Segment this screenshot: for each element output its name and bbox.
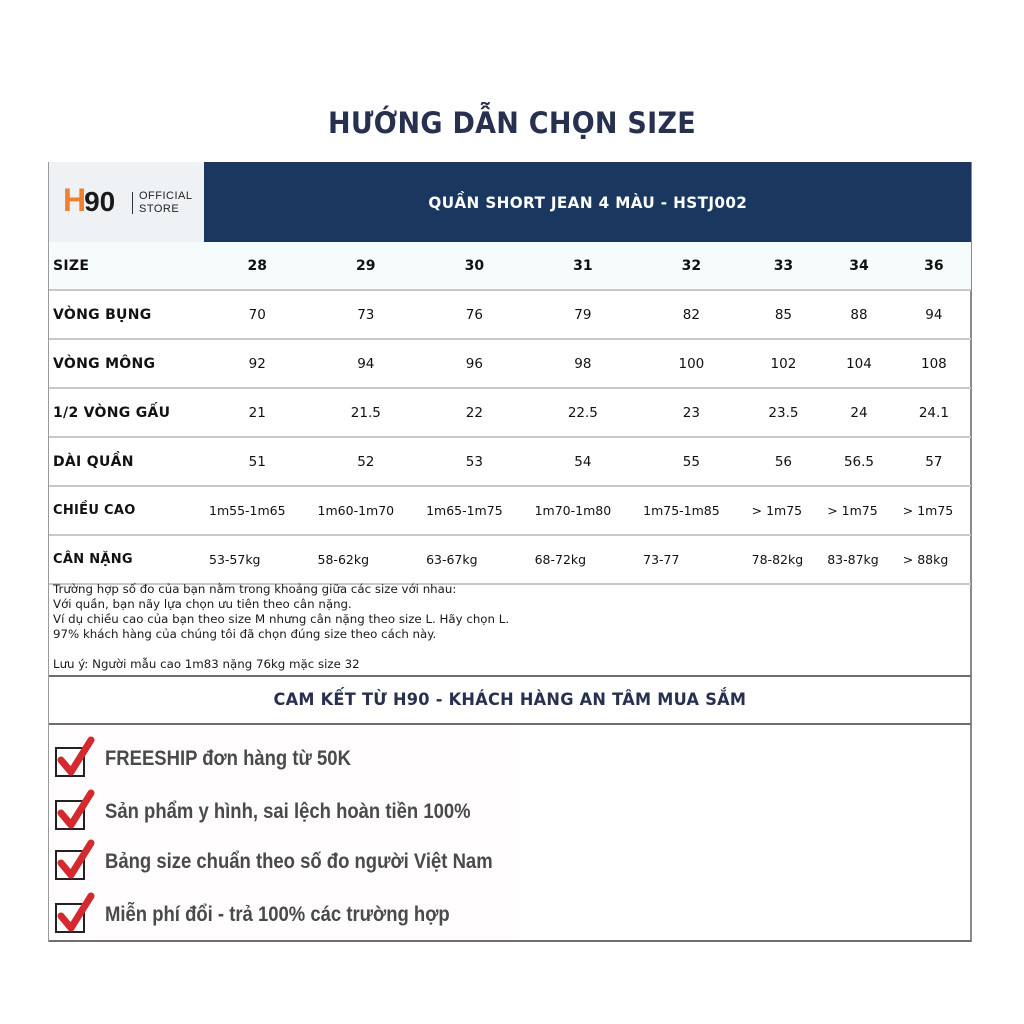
row-label: VÒNG BỤNG xyxy=(49,290,203,339)
table-cell: > 88kg xyxy=(897,535,971,584)
note-line: Với quần, bạn nãy lựa chọn ưu tiên theo cân nặng. xyxy=(53,597,352,611)
commitment-item xyxy=(55,840,545,874)
table-cell: 1m55-1m65 xyxy=(203,486,312,535)
table-cell: 1m60-1m70 xyxy=(312,486,421,535)
size-cell: 34 xyxy=(821,242,897,290)
table-cell: 21 xyxy=(203,388,312,437)
table-cell: 57 xyxy=(897,437,971,486)
table-row-size xyxy=(49,242,971,290)
table-cell: 70 xyxy=(203,290,312,339)
table-cell: 22.5 xyxy=(529,388,638,437)
row-label: VÒNG MÔNG xyxy=(49,339,203,388)
table-cell: 100 xyxy=(637,339,746,388)
size-cell: 28 xyxy=(203,242,312,290)
table-cell: 24.1 xyxy=(897,388,971,437)
table-cell: 21.5 xyxy=(312,388,421,437)
logo-text xyxy=(139,190,193,216)
table-row-hip xyxy=(49,339,971,388)
logo-line-store: STORE xyxy=(139,203,180,215)
commitment-header xyxy=(49,677,971,725)
table-cell: 53 xyxy=(420,437,529,486)
size-cell: 29 xyxy=(312,242,421,290)
size-guide-panel xyxy=(48,162,972,942)
table-cell: 23 xyxy=(637,388,746,437)
table-cell: > 1m75 xyxy=(746,486,822,535)
model-note: Lưu ý: Người mẫu cao 1m83 nặng 76kg mặc size 32 xyxy=(53,657,360,671)
h90-logo-mark xyxy=(63,184,115,216)
commitment-item xyxy=(55,893,497,927)
commitment-text: FREESHIP đơn hàng từ 50K xyxy=(105,747,351,770)
table-cell: 22 xyxy=(420,388,529,437)
table-cell: 51 xyxy=(203,437,312,486)
table-cell: 79 xyxy=(529,290,638,339)
table-cell: > 1m75 xyxy=(821,486,897,535)
table-row-hem xyxy=(49,388,971,437)
commitment-item xyxy=(55,790,520,824)
row-label: CHIỀU CAO xyxy=(49,486,203,535)
header-band xyxy=(49,162,971,242)
table-cell: 68-72kg xyxy=(529,535,638,584)
checkbox-checked-icon xyxy=(55,894,87,926)
table-cell: 58-62kg xyxy=(312,535,421,584)
table-cell: 55 xyxy=(637,437,746,486)
table-cell: 94 xyxy=(897,290,971,339)
table-cell: 94 xyxy=(312,339,421,388)
row-label: CÂN NẶNG xyxy=(49,535,203,584)
note-line: Ví dụ chiều cao của bạn theo size M nhưng cân nặng theo size L. Hãy chọn L. xyxy=(53,612,510,626)
table-cell: 78-82kg xyxy=(746,535,822,584)
checkbox-checked-icon xyxy=(55,738,87,770)
size-table xyxy=(49,242,971,585)
checkbox-checked-icon xyxy=(55,791,87,823)
table-cell: 1m70-1m80 xyxy=(529,486,638,535)
size-cell: 32 xyxy=(637,242,746,290)
table-row-length xyxy=(49,437,971,486)
table-cell: 23.5 xyxy=(746,388,822,437)
logo-line-official: OFFICIAL xyxy=(139,190,193,202)
size-cell: 30 xyxy=(420,242,529,290)
logo-divider xyxy=(132,192,133,214)
size-notes xyxy=(49,575,971,677)
table-cell: 56 xyxy=(746,437,822,486)
size-cell: 33 xyxy=(746,242,822,290)
brand-logo xyxy=(49,162,204,242)
product-title-band xyxy=(204,162,971,242)
table-cell: 56.5 xyxy=(821,437,897,486)
table-cell: 96 xyxy=(420,339,529,388)
size-cell: 36 xyxy=(897,242,971,290)
row-label: 1/2 VÒNG GẤU xyxy=(49,388,203,437)
table-cell: 73 xyxy=(312,290,421,339)
table-cell: 1m75-1m85 xyxy=(637,486,746,535)
table-cell: > 1m75 xyxy=(897,486,971,535)
table-cell: 63-67kg xyxy=(420,535,529,584)
table-cell: 24 xyxy=(821,388,897,437)
bottom-rule xyxy=(49,940,971,942)
table-cell: 108 xyxy=(897,339,971,388)
table-cell: 92 xyxy=(203,339,312,388)
size-cell: 31 xyxy=(529,242,638,290)
table-row-height xyxy=(49,486,971,535)
table-cell: 53-57kg xyxy=(203,535,312,584)
row-label: SIZE xyxy=(49,242,203,290)
table-cell: 1m65-1m75 xyxy=(420,486,529,535)
checkbox-checked-icon xyxy=(55,841,87,873)
table-cell: 52 xyxy=(312,437,421,486)
logo-h: H xyxy=(63,182,86,218)
page-title: HƯỚNG DẪN CHỌN SIZE xyxy=(328,106,696,140)
table-cell: 82 xyxy=(637,290,746,339)
commitment-list xyxy=(49,725,519,940)
table-cell: 83-87kg xyxy=(821,535,897,584)
table-cell: 85 xyxy=(746,290,822,339)
table-cell: 88 xyxy=(821,290,897,339)
note-spacer xyxy=(53,642,967,657)
commitment-item xyxy=(55,737,384,771)
table-cell: 104 xyxy=(821,339,897,388)
table-cell: 73-77 xyxy=(637,535,746,584)
row-label: DÀI QUẦN xyxy=(49,437,203,486)
logo-90: 90 xyxy=(84,186,116,217)
commitment-text: Bảng size chuẩn theo số đo người Việt Nam xyxy=(105,850,493,873)
table-row-waist xyxy=(49,290,971,339)
commitment-title: CAM KẾT TỪ H90 - KHÁCH HÀNG AN TÂM MUA SẮM xyxy=(273,690,747,710)
commitment-text: Miễn phí đổi - trả 100% các trường hợp xyxy=(105,903,450,926)
commitment-text: Sản phẩm y hình, sai lệch hoàn tiền 100% xyxy=(105,800,471,823)
note-line: 97% khách hàng của chúng tôi đã chọn đúng size theo cách này. xyxy=(53,627,437,641)
note-line: Trường hợp số đo của bạn nằm trong khoảng giữa các size với nhau: xyxy=(53,582,457,596)
table-cell: 98 xyxy=(529,339,638,388)
table-cell: 76 xyxy=(420,290,529,339)
table-cell: 102 xyxy=(746,339,822,388)
product-title: QUẦN SHORT JEAN 4 MÀU - HSTJ002 xyxy=(428,192,747,212)
table-cell: 54 xyxy=(529,437,638,486)
